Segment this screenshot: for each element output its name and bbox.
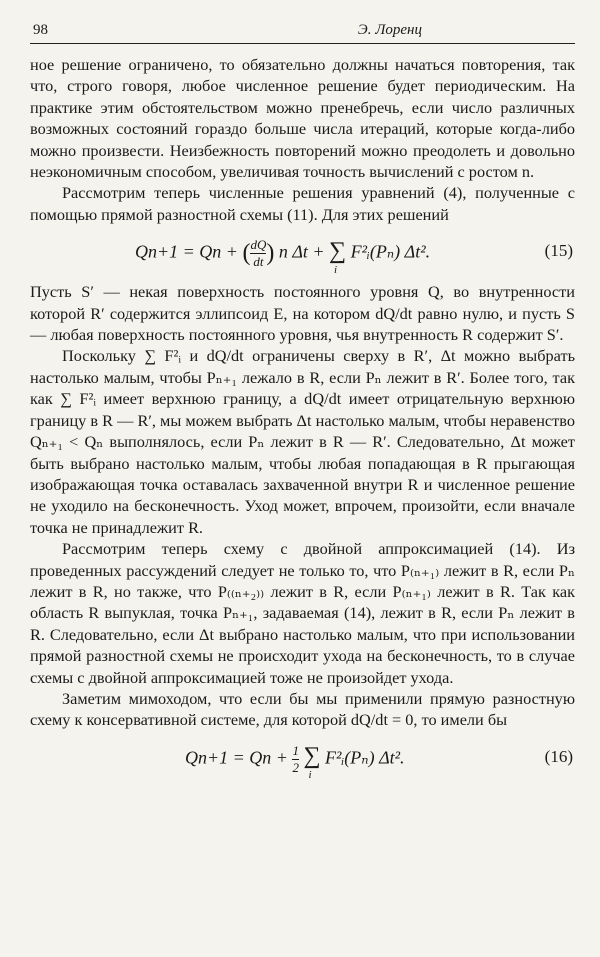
paragraph-5: Рассмотрим теперь схему с двойной аппроксимацией (14). Из проведенных рассуждений следует не только то, что P₍ₙ₊₁₎ лежит в R, если Pₙ лежит в R, но также, что P₍₍ₙ₊₂₎₎ лежит в R, если P₍ₙ₊₁₎ лежит в R. Так как область R выпуклая, точка Pₙ₊₁, задаваемая (14), лежит в R, если Pₙ лежит в R. Следовательно, если Δt выбрано настолько малым, что при использовании прямой разностной схемы не происходит ухода на бесконечность, то в случае схемы с двойной аппроксимацией тоже не произойдет ухода.: [30, 539, 575, 687]
equation-15-number: (15): [544, 241, 573, 261]
equation-16: [30, 731, 575, 787]
equation-15-expression: [135, 237, 431, 276]
eq15-after-frac: n Δt +: [278, 241, 325, 262]
paragraph-1: ное решение ограничено, то обязательно должны начаться повторения, так что, строго говоря, любое численное решение будет периодическим. На практике этим обстоятельством можно пренебречь, если число различных возможных состояний гораздо больше числа итераций, которые когда-либо можно произвести. Неизбежность повторений можно преодолеть и довольно неэкономичным способом, увеличивая точность вычислений с ростом n.: [30, 55, 575, 182]
paragraph-3: Пусть S′ — некая поверхность постоянного уровня Q, во внутренности которой R′ содержится эллипсоид E, на котором dQ/dt равно нулю, и пусть S — любая поверхность постоянного уровня, чья внутренность R содержит S′.: [30, 282, 575, 345]
eq15-tail: F²ᵢ(Pₙ) Δt².: [350, 241, 431, 262]
running-title: Э. Лоренц: [357, 22, 422, 38]
equation-15: [30, 225, 575, 281]
eq16-lhs: Qn+1 = Qn +: [185, 747, 288, 768]
eq15-frac-num: dQ: [250, 237, 267, 253]
eq16-sum-index: i: [308, 769, 312, 782]
book-page: [30, 22, 575, 787]
eq16-sum-sign: ∑ i: [303, 743, 321, 782]
eq15-frac-den: dt: [253, 254, 264, 270]
eq15-sum-sign: ∑ i: [329, 237, 347, 276]
equation-16-number: (16): [544, 746, 573, 766]
eq15-sum-index: i: [334, 263, 338, 276]
header-rule: [30, 43, 575, 44]
eq15-open-paren: (: [242, 240, 251, 267]
paragraph-4: Поскольку ∑ F²ᵢ и dQ/dt ограничены сверху в R′, Δt можно выбрать настолько малым, чтобы Pₙ₊₁ лежало в R, если Pₙ лежит в R′. Более того, так как ∑ F²ᵢ имеет верхнюю границу, а dQ/dt имеет отрицательную верхнюю границу в R — R′, мы можем выбрать Δt настолько малым, чтобы неравенство Qₙ₊₁ < Qₙ выполнялось, если Pₙ лежит в R — R′. Следовательно, Δt может быть выбрано настолько малым, чтобы любая попадающая в R прыгающая изображающая точка оставалась захваченной внутри R и численное решение не уходило на бесконечность. Уход может, впрочем, произойти, если вначале точка не принадлежит R.: [30, 346, 575, 537]
equation-16-expression: [185, 742, 405, 782]
eq15-lhs: Qn+1 = Qn +: [135, 241, 238, 262]
page-number: 98: [33, 22, 48, 38]
eq15-close-paren: ): [266, 240, 275, 267]
page-header: [30, 22, 575, 43]
eq15-fraction: [250, 237, 266, 270]
eq16-frac-num: 1: [292, 742, 299, 758]
paragraph-6: Заметим мимоходом, что если бы мы применили прямую разностную схему к консервативной системе, для которой dQ/dt = 0, то имели бы: [30, 688, 575, 730]
eq16-fraction: [292, 743, 299, 776]
eq16-frac-den: 2: [292, 759, 299, 775]
paragraph-2: Рассмотрим теперь численные решения уравнений (4), полученные с помощью прямой разностной схемы (11). Для этих решений: [30, 183, 575, 224]
eq16-tail: F²ᵢ(Pₙ) Δt².: [325, 747, 405, 768]
